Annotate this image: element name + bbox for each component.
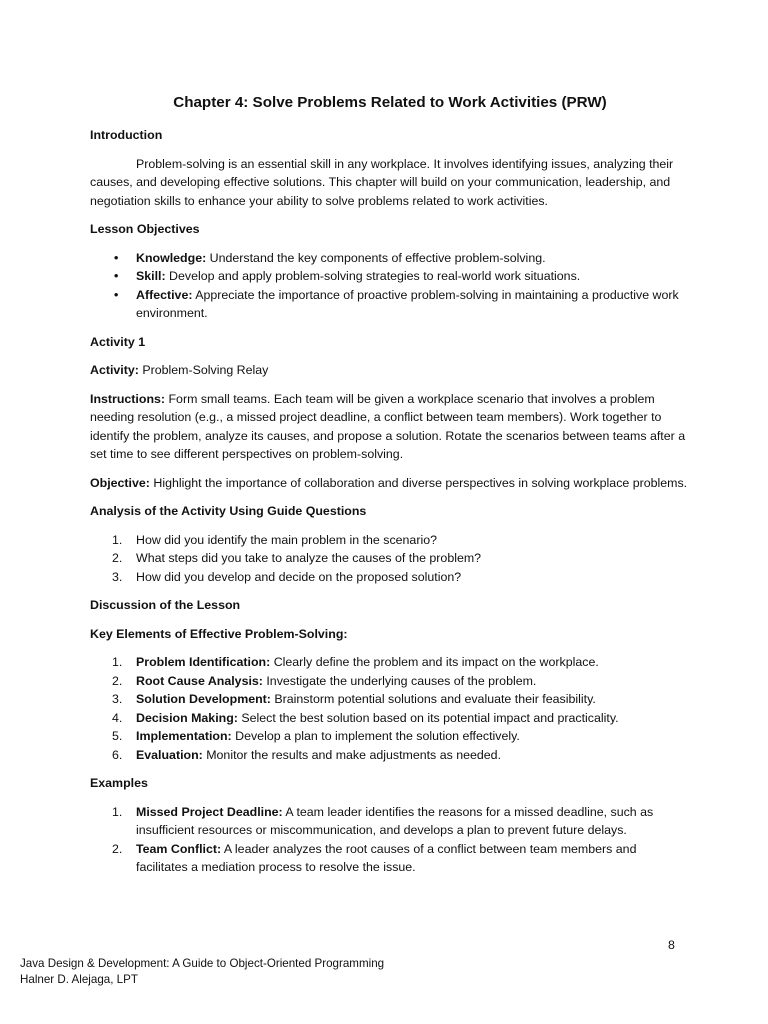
activity-heading: Activity 1 [90,334,146,349]
list-item [90,286,690,323]
questions-list [90,531,690,587]
list-item [90,709,690,728]
question-text: How did you develop and decide on the proposed solution? [136,569,462,584]
example-label: Missed Project Deadline: [136,804,283,819]
list-item [90,690,690,709]
instructions-text: Form small teams. Each team will be given a workplace scenario that involves a problem needing resolution (e.g., a missed project deadline, a conflict between team members). Work together to identify the problem, analyze its causes, and propose a solution. Rotate the scenarios between teams after a set time to see different perspectives on problem-solving. [90,391,686,461]
element-text: Monitor the results and make adjustments as needed. [202,747,502,762]
footer-author: Halner D. Alejaga, LPT [20,972,138,986]
list-item [90,840,690,877]
list-item [90,568,690,587]
key-elements-heading: Key Elements of Effective Problem-Solving: [90,626,348,641]
bullet-icon: • [114,287,119,302]
objective-label: Skill: [136,269,166,283]
item-number: 2. [112,673,123,688]
item-number: 3. [112,569,123,584]
list-item [90,549,690,568]
bullet-icon: • [114,250,119,265]
element-label: Problem Identification: [136,655,271,669]
instructions-label: Instructions: [90,391,166,406]
element-label: Evaluation: [136,747,203,762]
objective-paragraph [90,474,690,493]
element-label: Solution Development: [136,692,271,706]
item-number: 3. [112,692,123,706]
item-number: 1. [112,804,123,819]
key-elements-list [90,653,690,764]
objective-text: Develop and apply problem-solving strategies to real-world work situations. [165,269,581,283]
objective-text: Appreciate the importance of proactive problem-solving in maintaining a productive work environment. [136,287,679,320]
list-item [90,267,690,286]
example-label: Team Conflict: [136,841,222,856]
item-number: 5. [112,729,123,743]
element-text: Select the best solution based on its potential impact and practicality. [237,710,619,725]
element-label: Decision Making: [136,710,238,725]
examples-heading: Examples [90,776,148,790]
lesson-objectives-heading: Lesson Objectives [90,222,200,236]
item-number: 4. [112,710,123,725]
objectives-list [90,249,690,323]
activity-label: Activity: [90,363,139,377]
item-number: 6. [112,747,123,762]
item-number: 1. [112,655,123,669]
bullet-icon: • [114,269,119,283]
objective-label: Objective: [90,475,150,490]
list-item [90,249,690,268]
discussion-heading: Discussion of the Lesson [90,598,241,612]
objective-label: Knowledge: [136,250,207,265]
element-text: Clearly define the problem and its impact on the workplace. [270,655,599,669]
page-number: 8 [668,938,675,952]
list-item [90,746,690,765]
objective-label: Affective: [136,287,193,302]
analysis-heading: Analysis of the Activity Using Guide Questions [90,504,367,518]
list-item [90,531,690,550]
activity-line [90,361,690,380]
footer-book-title: Java Design & Development: A Guide to Object-Oriented Programming [20,957,385,970]
list-item [90,803,690,840]
example-text: A team leader identifies the reasons for a missed deadline, such as insufficient resources or miscommunication, and develops a plan to prevent future delays. [136,804,654,837]
example-text: A leader analyzes the root causes of a conflict between team members and facilitates a mediation process to resolve the issue. [136,841,637,874]
element-label: Root Cause Analysis: [136,673,263,688]
item-number: 1. [112,532,123,547]
question-text: What steps did you take to analyze the causes of the problem? [136,551,482,565]
element-label: Implementation: [136,729,232,743]
list-item [90,727,690,746]
activity-text: Problem-Solving Relay [138,363,269,377]
page-content [90,93,690,887]
element-text: Brainstorm potential solutions and evaluate their feasibility. [270,692,596,706]
introduction-paragraph: Problem-solving is an essential skill in any workplace. It involves identifying issues, analyzing their causes, and developing effective solutions. This chapter will build on your communication, leadership, and negotiation skills to enhance your ability to solve problems related to work activities. [90,156,674,208]
item-number: 2. [112,551,123,565]
element-text: Investigate the underlying causes of the problem. [262,673,537,688]
instructions-paragraph [90,390,690,464]
list-item [90,672,690,691]
objective-text: Highlight the importance of collaboration and diverse perspectives in solving workplace problems. [149,475,688,490]
examples-list [90,803,690,877]
list-item [90,653,690,672]
element-text: Develop a plan to implement the solution effectively. [231,729,520,743]
page-title: Chapter 4: Solve Problems Related to Work Activities (PRW) [173,94,607,111]
item-number: 2. [112,841,123,856]
page-footer [20,956,384,987]
objective-text: Understand the key components of effective problem-solving. [206,250,546,265]
introduction-heading: Introduction [90,128,163,142]
question-text: How did you identify the main problem in the scenario? [136,532,437,547]
